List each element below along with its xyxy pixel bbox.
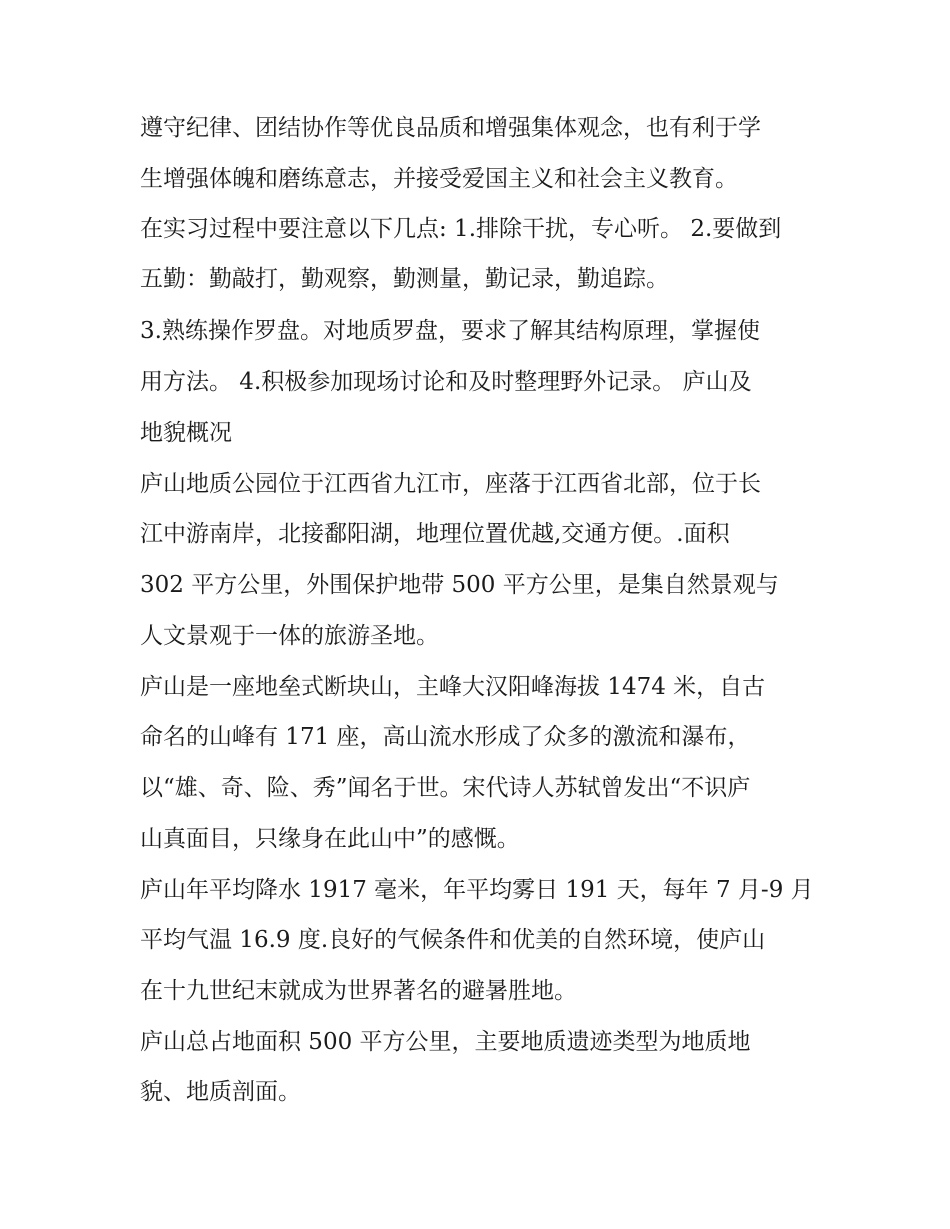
text-line: 平均气温 16.9 度.良好的气候条件和优美的自然环境，使庐山 xyxy=(140,927,766,953)
text-line: 在十九世纪末就成为世界著名的避暑胜地。 xyxy=(140,978,577,1004)
text-line: 生增强体魄和磨练意志，并接受爱国主义和社会主义教育。 xyxy=(140,166,738,192)
text-line: 地貌概况 xyxy=(140,420,232,446)
text-line: 庐山地质公园位于江西省九江市，座落于江西省北部，位于长 xyxy=(140,471,761,497)
text-line: 人文景观于一体的旅游圣地。 xyxy=(140,623,439,649)
text-line: 用方法。 4.积极参加现场讨论和及时整理野外记录。 庐山及 xyxy=(140,369,752,395)
text-line: 命名的山峰有 171 座，高山流水形成了众多的激流和瀑布， xyxy=(140,724,751,750)
text-line: 山真面目，只缘身在此山中”的感慨。 xyxy=(140,826,520,852)
text-line: 庐山是一座地垒式断块山，主峰大汉阳峰海拔 1474 米，自古 xyxy=(140,674,766,700)
text-line: 庐山年平均降水 1917 毫米，年平均雾日 191 天，每年 7 月-9 月 xyxy=(140,877,814,903)
text-line: 五勤：勤敲打，勤观察，勤测量，勤记录，勤追踪。 xyxy=(140,266,669,292)
text-line: 江中游南岸，北接鄱阳湖，地理位置优越,交通方便。.面积 xyxy=(140,521,730,547)
text-line: 遵守纪律、团结协作等优良品质和增强集体观念，也有利于学 xyxy=(140,115,761,141)
text-line: 3.熟练操作罗盘。对地质罗盘，要求了解其结构原理，掌握使 xyxy=(140,318,760,344)
text-line: 貌、地质剖面。 xyxy=(140,1079,301,1105)
text-line: 以“雄、奇、险、秀”闻名于世。宋代诗人苏轼曾发出“不识庐 xyxy=(140,775,751,801)
text-line: 庐山总占地面积 500 平方公里，主要地质遗迹类型为地质地 xyxy=(140,1029,751,1055)
text-line: 在实习过程中要注意以下几点: 1.排除干扰，专心听。 2.要做到 xyxy=(140,216,782,242)
text-line: 302 平方公里，外围保护地带 500 平方公里，是集自然景观与 xyxy=(140,572,779,598)
